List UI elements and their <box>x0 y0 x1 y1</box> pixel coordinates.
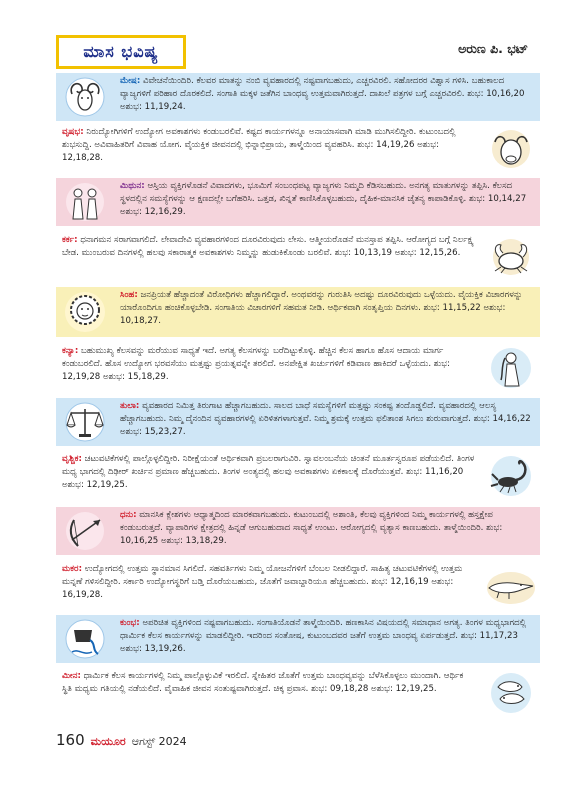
horoscope-taurus <box>56 124 540 174</box>
sign-name: ಮೇಷ: <box>120 76 141 86</box>
sign-text: ವಿವೇಚನೆಯಿಂದಿರಿ. ಕೆಲವರ ಮಾತನ್ನು ನಂಬಿ ವ್ಯವಹಾರದಲ್ಲಿ ನಷ್ಟವಾಗಬಹುದು, ಎಚ್ಚರವಿರಲಿ. ಸಹೋದರರ ವಿಶ್ವಾಸ ಗಳಿಸಿ. ಬಹುಕಾಲದ ವ್ಯಾಜ್ಯಗಳಿಗೆ ಪರಿಹಾರ ದೊರಕಲಿದೆ. ಸಂಗಾತಿ ಮಕ್ಕಳ ಜತೆಗಿನ ಬಾಂಧವ್ಯ ಉತ್ತಮವಾಗಿರುತ್ತದೆ. ದಾಖಲೆ ಪತ್ರಗಳ ಬಗ್ಗೆ ಎಚ್ಚರವಿರಲಿ. ಶುಭ: 10,16,20 ಅಶುಭ: 11,19,24. <box>120 76 525 113</box>
sagittarius-bow-arrow-icon <box>56 507 114 555</box>
sign-text: ಉದ್ಯೋಗದಲ್ಲಿ ಉತ್ತಮ ಸ್ಥಾನಮಾನ ಸಿಗಲಿದೆ. ಸಹವರ್ತಿಗಳು ನಿಮ್ಮ ಯೋಜನೆಗಳಿಗೆ ಬೆಂಬಲ ನೀಡಲಿದ್ದಾರೆ. ಸಾಹಿತ್ಯ ಚಟುವಟಿಕೆಗಳಲ್ಲಿ ಉತ್ತಮ ಮನ್ನಣೆ ಗಳಿಸಲಿದ್ದೀರಿ. ಸರ್ಕಾರಿ ಉದ್ಯೋಗಸ್ಥರಿಗೆ ಬಡ್ತಿ ದೊರೆಯಬಹುದು, ಜೊತೆಗೆ ಜವಾಬ್ದಾರಿಯೂ ಹೆಚ್ಚಬಹುದು. ಶುಭ: 12,16,19 ಅಶುಭ: 16,19,28. <box>62 564 463 601</box>
horoscope-pisces <box>56 668 540 718</box>
author-name: ಅರುಣ ಪಿ. ಭಟ್ <box>458 41 528 56</box>
page-number: 160 <box>56 731 85 749</box>
sign-name: ಮಿಥುನ: <box>120 181 145 191</box>
magazine-logo: ಮಯೂರ <box>90 735 126 748</box>
section-title-box <box>56 35 186 69</box>
horoscope-capricorn <box>56 561 540 611</box>
issue-date: ಆಗಸ್ಟ್ 2024 <box>131 735 187 748</box>
taurus-bull-icon <box>482 124 540 174</box>
sign-text: ಮಾನಸಿಕ ಕ್ಲೇಶಗಳು ಆಧ್ಯಾತ್ಮದಿಂದ ಮಾರಕವಾಗಬಹುದು. ಕುಟುಂಬದಲ್ಲಿ ಅಶಾಂತಿ, ಕೆಲವು ವ್ಯಕ್ತಿಗಳಿಂದ ನಿಮ್ಮ ಕಾರ್ಯಗಳಲ್ಲಿ ಹಸ್ತಕ್ಷೇಪ ಕಂಡುಬರುತ್ತದೆ. ವ್ಯಾಪಾರಿಗಳ ಕ್ಷೇತ್ರದಲ್ಲಿ ಹಿನ್ನಡೆ ಆಗುಬಹುದಾದ ಸಾಧ್ಯತೆ ಉಂಟು. ಆರೋಗ್ಯದಲ್ಲಿ ವ್ಯತ್ಯಾಸ ಕಾಣಬಹುದು. ತಾಳ್ಮೆಯಿಂದಿರಿ. ಶುಭ: 10,16,25 ಅಶುಭ: 13,18,29. <box>120 510 503 547</box>
horoscope-libra <box>56 398 540 446</box>
horoscope-sagittarius <box>56 507 540 555</box>
sign-text: ಧನಾಗಮನ ಸರಾಗವಾಗಲಿದೆ. ಲೇವಾದೇವಿ ವ್ಯವಹಾರಗಳಿಂದ ದೂರವಿರುವುದು ಲೇಸು. ಆತ್ಮೀಯರೊಡನೆ ಮನಸ್ತಾಪ ತಪ್ಪಿಸಿ. ಆರೋಗ್ಯದ ಬಗ್ಗೆ ನಿರ್ಲಕ್ಷ್ಯ ಬೇಡ. ಮುಂಬರುವ ದಿನಗಳಲ್ಲಿ ಹಲವು ಸಕಾರಾತ್ಮಕ ಅವಕಾಶಗಳು ನಿಮ್ಮನ್ನು ಹುಡುಕಿಕೊಂಡು ಬರಲಿವೆ. ಶುಭ: 10,13,19 ಅಶುಭ: 12,15,26. <box>62 235 474 259</box>
horoscope-aries <box>56 73 540 121</box>
horoscope-aquarius <box>56 615 540 663</box>
libra-scales-icon <box>56 398 114 446</box>
virgo-maiden-icon <box>482 343 540 393</box>
page-header <box>56 35 536 69</box>
section-title: ಮಾಸ ಭವಿಷ್ಯ <box>83 42 159 61</box>
horoscope-scorpio <box>56 451 540 501</box>
sign-text: ಜನಪ್ರಿಯತೆ ಹೆಚ್ಚಾದಂತೆ ವಿರೋಧಿಗಳು ಹೆಚ್ಚಾಗಲಿದ್ದಾರೆ. ಅಂಥವರನ್ನು ಗುರುತಿಸಿ ಅದಷ್ಟು ದೂರವಿರುವುದು ಒಳ್ಳೆಯದು. ವೈಯಕ್ತಿಕ ವಿಚಾರಗಳನ್ನು ಯಾರೊಂದಿಗೂ ಹಂಚಿಕೊಳ್ಳಬೇಡಿ. ಸಂಗಾತಿಯ ವಿಚಾರಗಳಿಗೆ ಸಹಮತ ನೀಡಿ. ಆರ್ಥಿಕವಾಗಿ ಸಂತೃಪ್ತಿಯ ದಿನಗಳು. ಶುಭ: 11,15,22 ಅಶುಭ: 10,18,27. <box>120 290 523 327</box>
sign-text: ಧಾರ್ಮಿಕ ಕೆಲಸ ಕಾರ್ಯಗಳಲ್ಲಿ ನಿಮ್ಮ ಪಾಲ್ಗೊಳ್ಳುವಿಕೆ ಇರಲಿದೆ. ಸ್ನೇಹಿತರ ಜೊತೆಗೆ ಉತ್ತಮ ಬಾಂಧವ್ಯವನ್ನು ಬೆಳೆಸಿಕೊಳ್ಳಲು ಮುಂದಾಗಿ. ಆರ್ಥಿಕ ಸ್ಥಿತಿ ಮಧ್ಯಮ ಗತಿಯಲ್ಲಿ ನಡೆಯಲಿದೆ. ವೈವಾಹಿಕ ಜೀವನ ಸಂತುಷ್ಟವಾಗಿರುತ್ತದೆ. ಚಿಕ್ಕ ಪ್ರವಾಸ. ಶುಭ: 09,18,28 ಅಶುಭ: 12,19,25. <box>62 671 464 695</box>
sign-text: ಆಸ್ತಿಯ ವ್ಯಕ್ತಿಗಳೊಡನೆ ವಿವಾದಗಳು, ಭೂಮಿಗೆ ಸಂಬಂಧಪಟ್ಟ ವ್ಯಾಜ್ಯಗಳು ನಿಮ್ಮದಿ ಕೆಡಿಸಬಹುದು. ಅನಗತ್ಯ ಮಾತುಗಳನ್ನು ತಪ್ಪಿಸಿ. ಕೆಲಸದ ಸ್ಥಳದಲ್ಲಿನ ಸಮಸ್ಯೆಗಳನ್ನು ಆ ಕ್ಷಣದಲ್ಲೇ ಬಗೆಹರಿಸಿ. ಒತ್ತಡ, ಖಿನ್ನತೆ ಕಾಣಿಸಿಕೊಳ್ಳಬಹುದು, ದೈಹಿಕ-ಮಾನಸಿಕ ಚೈತನ್ಯ ಕಾಪಾಡಿಕೊಳ್ಳಿ. ಶುಭ: 10,14,27 ಅಶುಭ: 12,16,29. <box>120 181 527 218</box>
sign-name: ಧನು: <box>120 510 137 520</box>
pisces-fish-icon <box>482 668 540 718</box>
sign-name: ವೃಶ್ಚಿಕ: <box>62 454 82 464</box>
sign-name: ಸಿಂಹ: <box>120 290 138 300</box>
horoscope-virgo <box>56 343 540 393</box>
sign-name: ಮಕರ: <box>62 564 83 574</box>
sign-text: ಚಟುವಟಿಕೆಗಳಲ್ಲಿ ಪಾಲ್ಗೊಳ್ಳಲಿದ್ದೀರಿ. ನಿರೀಕ್ಷೆಯಂತೆ ಆರ್ಥಿಕವಾಗಿ ಪ್ರಬಲರಾಗುವಿರಿ. ಸ್ವಾವಲಂಬನೆಯ ಚಿಂತನೆ ಮೂರ್ತಸ್ವರೂಪ ಪಡೆಯಲಿದೆ. ತಿಂಗಳ ಮಧ್ಯ ಭಾಗದಲ್ಲಿ ದಿಢೀರ್ ಖರ್ಚಿನ ಪ್ರಮಾಣ ಹೆಚ್ಚಬಹುದು. ತಿಂಗಳ ಅಂತ್ಯದಲ್ಲಿ ಹಲವು ಅವಕಾಶಗಳು ಏಕಕಾಲಕ್ಕೆ ದೊರೆಯುತ್ತವೆ. ಶುಭ: 11,16,20 ಅಶುಭ: 12,19,25. <box>62 454 475 491</box>
horoscope-cancer <box>56 232 540 282</box>
sign-name: ವೃಷಭ: <box>62 127 84 137</box>
sign-name: ತುಲಾ: <box>120 401 140 411</box>
sign-name: ಕನ್ಯಾ: <box>62 346 79 356</box>
aquarius-water-bearer-icon <box>56 615 114 663</box>
sign-text: ಅಪರಿಚಿತ ವ್ಯಕ್ತಿಗಳಿಂದ ನಷ್ಟವಾಗಬಹುದು. ಸಂಗಾತಿಯೊಡನೆ ತಾಳ್ಮೆಯಿಂದಿರಿ. ಹಣಕಾಸಿನ ವಿಷಯದಲ್ಲಿ ಸಮಾಧಾನ ಅಗತ್ಯ. ತಿಂಗಳ ಮಧ್ಯಭಾಗದಲ್ಲಿ ಧಾರ್ಮಿಕ ಕೆಲಸ ಕಾರ್ಯಗಳನ್ನು ಮಾಡಲಿದ್ದೀರಿ. ಇದರಿಂದ ಸಂತೋಷ, ಕುಟುಂಬದವರ ಜತೆಗೆ ಉತ್ತಮ ಬಾಂಧವ್ಯ ಏರ್ಪಡುತ್ತದೆ. ಶುಭ: 11,17,23 ಅಶುಭ: 13,19,26. <box>120 618 527 655</box>
capricorn-crocodile-icon <box>482 561 540 611</box>
scorpio-scorpion-icon <box>482 451 540 501</box>
sign-text: ನಿರುದ್ಯೋಗಿಗಳಿಗೆ ಉದ್ಯೋಗ ಅವಕಾಶಗಳು ಕಂಡುಬರಲಿವೆ. ಕಷ್ಟದ ಕಾರ್ಯಗಳನ್ನೂ ಅನಾಯಾಸವಾಗಿ ಮಾಡಿ ಮುಗಿಸಲಿದ್ದೀರಿ. ಕುಟುಂಬದಲ್ಲಿ ಶುಭಸುದ್ದಿ. ಅವಿವಾಹಿತರಿಗೆ ವಿವಾಹ ಯೋಗ. ವೈಯಕ್ತಿಕ ಜೀವನದಲ್ಲಿ ಭಿನ್ನಾಭಿಪ್ರಾಯ, ತಾಳ್ಮೆಯಿಂದ ವ್ಯವಹರಿಸಿ. ಶುಭ: 14,19,26 ಅಶುಭ: 12,18,28. <box>62 127 456 164</box>
sign-name: ಕರ್ಕ: <box>62 235 78 245</box>
sign-text: ವ್ಯವಹಾರದ ನಿಮಿತ್ತ ತಿರುಗಾಟ ಹೆಚ್ಚಾಗಬಹುದು. ಸಾಲದ ಬಾಧೆ ಸಮಸ್ಯೆಗಳಿಗೆ ಮತ್ತಷ್ಟು ಸಂಕಷ್ಟ ತಂದೊಡ್ಡಲಿದೆ. ವ್ಯವಹಾರದಲ್ಲಿ ಆಲಸ್ಯ ಹೆಚ್ಚಾಗಬಹುದು. ನಿಮ್ಮ ದೈನಂದಿನ ವ್ಯವಹಾರಗಳಲ್ಲಿ ಏರಿಳಿತಗಳಾಗುತ್ತವೆ. ನಿಮ್ಮ ಶ್ರಮಕ್ಕೆ ಉತ್ತಮ ಫಲಿತಾಂಶ ಸಿಗಲು ಶುರುವಾಗುತ್ತದೆ. ಶುಭ: 14,16,22 ಅಶುಭ: 15,23,27. <box>120 401 531 438</box>
sign-name: ಕುಂಭ: <box>120 618 140 628</box>
horoscope-gemini <box>56 178 540 226</box>
horoscope-leo <box>56 287 540 337</box>
leo-lion-icon <box>56 287 114 337</box>
page-footer <box>56 731 187 749</box>
aries-ram-icon <box>56 73 114 121</box>
cancer-crab-icon <box>482 232 540 282</box>
gemini-twins-icon <box>56 178 114 226</box>
sign-name: ಮೀನ: <box>62 671 81 681</box>
sign-text: ಬಹುಮುಖ್ಯ ಕೆಲಸವನ್ನು ಮರೆಯುವ ಸಾಧ್ಯತೆ ಇದೆ. ಅಗತ್ಯ ಕೆಲಸಗಳನ್ನು ಬರೆದಿಟ್ಟುಕೊಳ್ಳಿ. ಹೆಚ್ಚಿನ ಕೆಲಸ ಹಾಗೂ ಹೊಸ ಆದಾಯ ಮಾರ್ಗ ಕಂಡುಬರಲಿದೆ. ಹೊಸ ಉದ್ಯೋಗ ಭರವಸೆಯು ಮತ್ತಷ್ಟು ಪ್ರಯತ್ನವನ್ನೇ ತರಲಿದೆ. ಅನಪೇಕ್ಷಿತ ಖರ್ಚುಗಳಿಗೆ ಕಡಿವಾಣ ಹಾಕಿದರೆ ಒಳ್ಳೆಯದು. ಶುಭ: 12,19,28 ಅಶುಭ: 15,18,29. <box>62 346 451 383</box>
